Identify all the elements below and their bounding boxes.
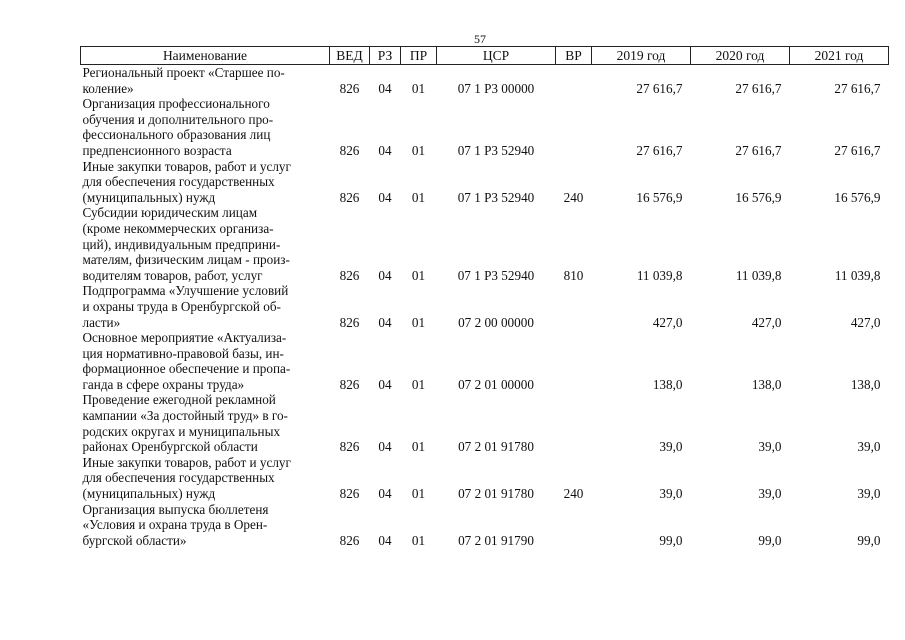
cell-rz: 04 <box>378 314 392 330</box>
cell-pr: 01 <box>411 314 426 330</box>
cell-csr: 07 2 01 91780 <box>458 486 534 502</box>
cell-2020: 427,0 <box>751 314 782 330</box>
cell-vr: 810 <box>563 267 584 283</box>
cell-2019: 138,0 <box>652 376 683 392</box>
cell-2019: 11 039,8 <box>636 267 683 283</box>
name-line: (муниципальных) нужд <box>82 486 216 502</box>
name-line: коление» <box>82 80 134 96</box>
table-row <box>81 96 889 158</box>
cell-2021: 11 039,8 <box>834 267 881 283</box>
name-line: ция нормативно-правовой базы, ин- <box>82 345 284 361</box>
cell-ved: 826 <box>339 439 360 455</box>
cell-rz: 04 <box>378 80 392 96</box>
name-line: для обеспечения государственных <box>82 470 275 486</box>
cell-name <box>81 330 330 392</box>
cell-vr <box>556 330 592 392</box>
cell-vr <box>556 283 592 330</box>
cell-ved: 826 <box>339 486 360 502</box>
cell-name <box>81 159 330 206</box>
cell-pr: 01 <box>411 189 426 205</box>
name-line: (кроме некоммерческих организа- <box>82 220 274 236</box>
cell-csr: 07 2 01 91780 <box>458 439 534 455</box>
header-2019: 2019 год <box>592 47 691 65</box>
cell-2021: 138,0 <box>850 376 881 392</box>
cell-vr <box>556 392 592 454</box>
cell-2021: 16 576,9 <box>834 189 881 205</box>
cell-2019: 27 616,7 <box>636 142 683 158</box>
cell-csr: 07 1 P3 52940 <box>457 142 535 158</box>
name-line: водителям товаров, работ, услуг <box>82 267 263 283</box>
name-line: и охраны труда в Оренбургской об- <box>82 298 281 314</box>
name-line: (муниципальных) нужд <box>82 189 216 205</box>
cell-2020: 99,0 <box>758 532 782 548</box>
header-2021: 2021 год <box>790 47 889 65</box>
name-line: «Условия и охрана труда в Орен- <box>82 517 268 533</box>
cell-2020: 27 616,7 <box>735 80 782 96</box>
cell-rz: 04 <box>378 189 392 205</box>
header-name: Наименование <box>81 47 330 65</box>
cell-rz: 04 <box>378 267 392 283</box>
cell-vr <box>556 96 592 158</box>
table-row <box>81 65 889 97</box>
cell-rz: 04 <box>378 439 392 455</box>
cell-name <box>81 65 330 97</box>
page-number: 57 <box>474 32 486 46</box>
name-line: ганда в сфере охраны труда» <box>82 376 245 392</box>
header-vr: ВР <box>556 47 592 65</box>
cell-2019: 99,0 <box>659 532 683 548</box>
cell-rz: 04 <box>378 532 392 548</box>
header-csr: ЦСР <box>437 47 556 65</box>
cell-pr: 01 <box>411 532 426 548</box>
cell-ved: 826 <box>339 314 360 330</box>
cell-2020: 11 039,8 <box>735 267 782 283</box>
name-line: районах Оренбургской области <box>82 439 258 455</box>
cell-vr: 240 <box>563 486 584 502</box>
cell-2021: 27 616,7 <box>834 142 881 158</box>
cell-name <box>81 502 330 549</box>
name-line: Проведение ежегодной рекламной <box>82 392 276 408</box>
cell-name <box>81 96 330 158</box>
cell-pr: 01 <box>411 267 426 283</box>
name-line: фессионального образования лиц <box>82 127 271 143</box>
table-row <box>81 392 889 454</box>
name-line: обучения и дополнительного про- <box>82 111 274 127</box>
cell-2021: 99,0 <box>857 532 881 548</box>
cell-pr: 01 <box>411 486 426 502</box>
table-row <box>81 283 889 330</box>
cell-name <box>81 392 330 454</box>
name-line: Организация выпуска бюллетеня <box>82 501 269 517</box>
name-line: Иные закупки товаров, работ и услуг <box>82 158 291 174</box>
name-line: Основное мероприятие «Актуализа- <box>82 330 287 346</box>
header-2020: 2020 год <box>691 47 790 65</box>
name-line: ций), индивидуальным предприни- <box>82 236 281 252</box>
name-line: Региональный проект «Старшее по- <box>82 65 285 80</box>
name-line: Подпрограмма «Улучшение условий <box>82 283 289 299</box>
cell-2021: 39,0 <box>857 439 881 455</box>
name-line: родских округах и муниципальных <box>82 423 281 439</box>
cell-2021: 39,0 <box>857 486 881 502</box>
cell-name <box>81 205 330 283</box>
table-body <box>81 65 889 549</box>
cell-ved: 826 <box>339 142 360 158</box>
header-pr: ПР <box>401 47 437 65</box>
name-line: Субсидии юридическим лицам <box>82 205 258 221</box>
name-line: кампании «За достойный труд» в го- <box>82 408 288 424</box>
cell-name <box>81 455 330 502</box>
cell-2019: 39,0 <box>659 439 683 455</box>
table-row <box>81 455 889 502</box>
cell-2019: 427,0 <box>652 314 683 330</box>
cell-pr: 01 <box>411 142 426 158</box>
cell-csr: 07 1 P3 00000 <box>457 80 535 96</box>
header-ved: ВЕД <box>330 47 370 65</box>
cell-name <box>81 283 330 330</box>
cell-ved: 826 <box>339 532 360 548</box>
cell-rz: 04 <box>378 486 392 502</box>
table-row <box>81 502 889 549</box>
name-line: предпенсионного возраста <box>82 142 232 158</box>
cell-2019: 27 616,7 <box>636 80 683 96</box>
cell-2020: 39,0 <box>758 486 782 502</box>
name-line: бургской области» <box>82 532 187 548</box>
name-line: формационное обеспечение и пропа- <box>82 361 291 377</box>
cell-ved: 826 <box>339 376 360 392</box>
table-row <box>81 205 889 283</box>
name-line: Иные закупки товаров, работ и услуг <box>82 454 291 470</box>
table-row <box>81 330 889 392</box>
cell-pr: 01 <box>411 376 426 392</box>
cell-2021: 427,0 <box>850 314 881 330</box>
cell-2021: 27 616,7 <box>834 80 881 96</box>
cell-ved: 826 <box>339 80 360 96</box>
cell-pr: 01 <box>411 80 426 96</box>
table-header-row <box>81 47 889 65</box>
cell-pr: 01 <box>411 439 426 455</box>
table-row <box>81 159 889 206</box>
name-line: мателям, физическим лицам - произ- <box>82 252 290 268</box>
cell-2020: 39,0 <box>758 439 782 455</box>
cell-csr: 07 2 01 00000 <box>458 376 534 392</box>
cell-2020: 138,0 <box>751 376 782 392</box>
cell-rz: 04 <box>378 376 392 392</box>
cell-ved: 826 <box>339 267 360 283</box>
header-rz: РЗ <box>370 47 401 65</box>
name-line: Организация профессионального <box>82 96 270 112</box>
cell-2019: 39,0 <box>659 486 683 502</box>
cell-vr: 240 <box>563 189 584 205</box>
cell-ved: 826 <box>339 189 360 205</box>
name-line: для обеспечения государственных <box>82 174 275 190</box>
budget-table <box>80 46 889 548</box>
cell-csr: 07 2 00 00000 <box>458 314 534 330</box>
cell-2020: 27 616,7 <box>735 142 782 158</box>
cell-csr: 07 2 01 91790 <box>458 532 534 548</box>
cell-2020: 16 576,9 <box>735 189 782 205</box>
cell-rz: 04 <box>378 142 392 158</box>
name-line: ласти» <box>82 314 121 330</box>
cell-vr <box>556 65 592 97</box>
cell-csr: 07 1 P3 52940 <box>457 189 535 205</box>
cell-vr <box>556 502 592 549</box>
cell-2019: 16 576,9 <box>636 189 683 205</box>
cell-csr: 07 1 P3 52940 <box>457 267 535 283</box>
